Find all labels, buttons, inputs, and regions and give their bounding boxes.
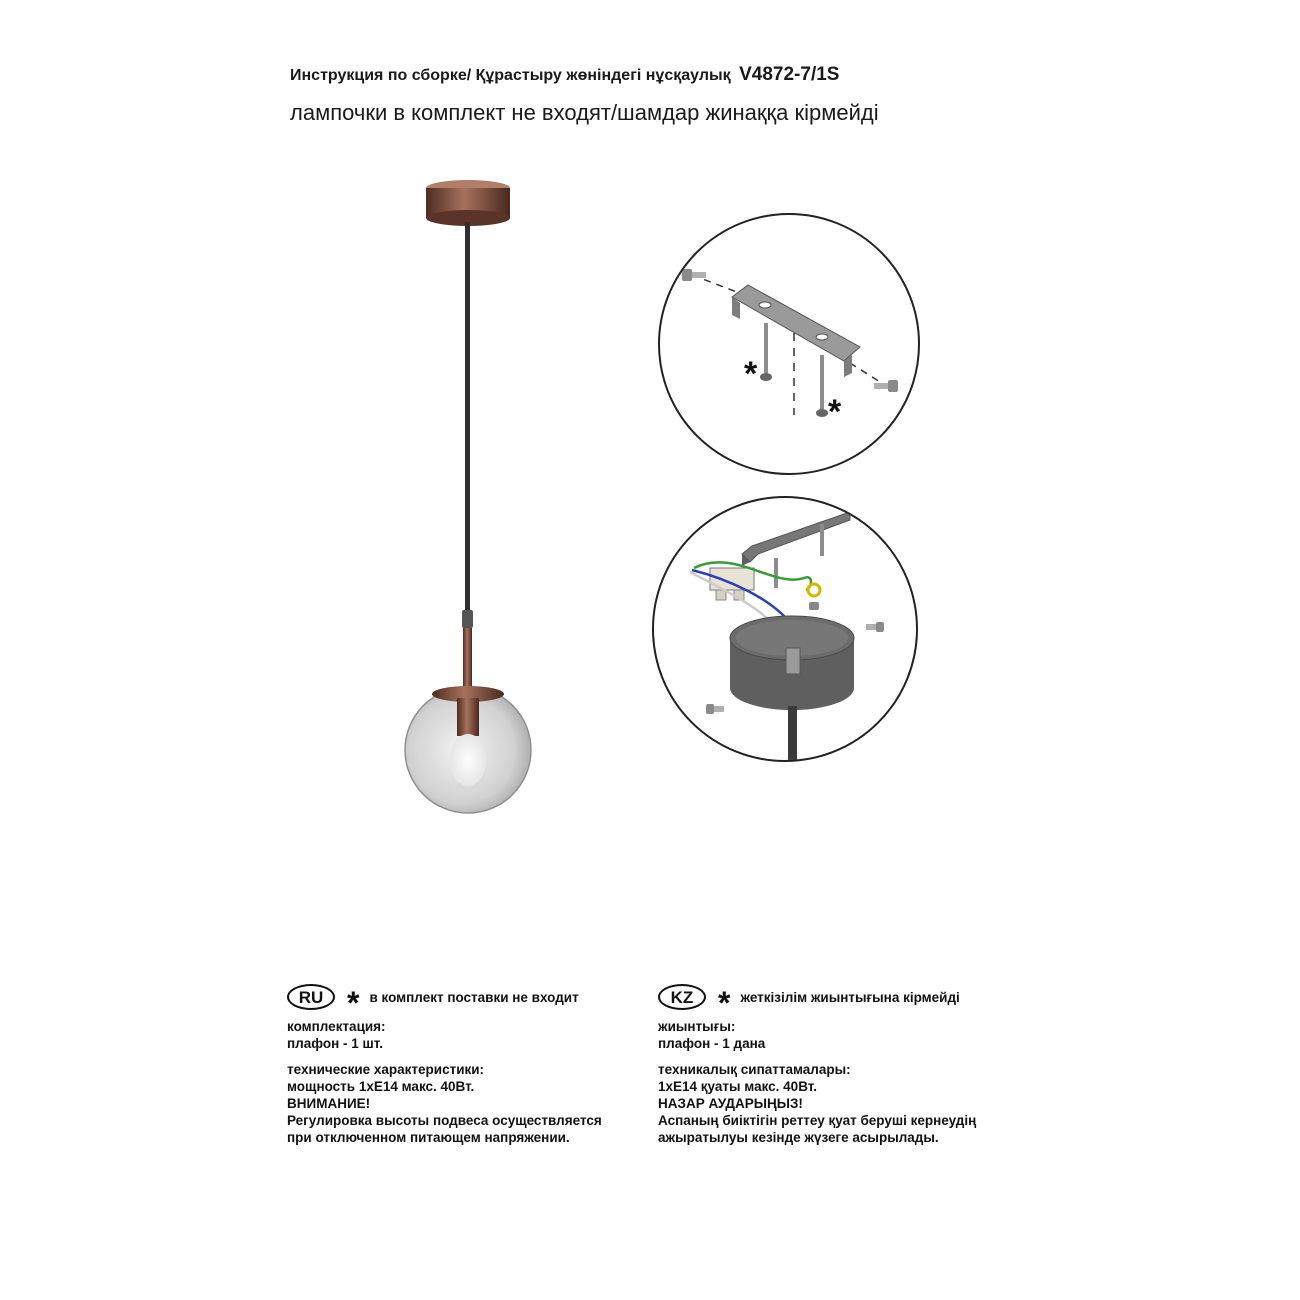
kz-kit-block <box>658 1018 1038 1052</box>
kz-kit-label: жиынтығы: <box>658 1019 736 1034</box>
kz-language-badge: KZ <box>658 984 706 1010</box>
side-bolt-right <box>866 622 884 632</box>
socket <box>457 698 479 736</box>
ground-ring <box>808 584 820 596</box>
not-included-mark-left: * <box>744 355 758 393</box>
ru-not-included-text: в комплект поставки не входит <box>369 989 579 1005</box>
bracket-diagram-svg <box>660 215 918 473</box>
bracket-mounting-diagram <box>658 213 920 475</box>
screw-left <box>760 323 772 381</box>
kz-warning-title: НАЗАР АУДАРЫҢЫЗ! <box>658 1096 803 1111</box>
title-text: Инструкция по сборке/ Құрастыру жөніндегі нұсқаулық <box>290 67 731 84</box>
kz-specs-value: 1хЕ14 қуаты макс. 40Вт. <box>658 1079 817 1094</box>
canopy-wiring-diagram <box>652 496 918 762</box>
model-number: V4872-7/1S <box>739 64 840 85</box>
side-bolt-left <box>706 704 724 714</box>
ru-warning-line-2: при отключенном питающем напряжении. <box>287 1130 570 1145</box>
wiring-screw-2 <box>820 524 824 556</box>
light-bulb <box>450 734 486 786</box>
kz-kit-value: плафон - 1 дана <box>658 1036 766 1051</box>
ru-kit-value: плафон - 1 шт. <box>287 1036 383 1051</box>
ru-specs-value: мощность 1хЕ14 макс. 40Вт. <box>287 1079 475 1094</box>
kazakh-section <box>658 982 1038 1155</box>
kz-specs-label: техникалық сипаттамалары: <box>658 1062 851 1077</box>
russian-section <box>287 982 657 1155</box>
bolt-right <box>874 380 898 392</box>
ru-header <box>287 982 657 1021</box>
kz-specs-block <box>658 1061 1038 1146</box>
ru-specs-block <box>287 1061 657 1146</box>
wiring-screw-1 <box>774 558 778 588</box>
ru-warning-title: ВНИМАНИЕ! <box>287 1096 371 1111</box>
wiring-diagram-svg <box>654 498 916 760</box>
kz-not-included-text: жеткізілім жиынтығына кірмейді <box>740 989 960 1005</box>
kz-asterisk-icon: * <box>718 985 731 1021</box>
ru-warning-line-1: Регулировка высоты подвеса осуществляется <box>287 1113 602 1128</box>
ru-specs-label: технические характеристики: <box>287 1062 485 1077</box>
wiring-bracket <box>742 512 850 566</box>
lamp-cord <box>788 706 797 760</box>
ground-screw <box>809 602 819 610</box>
ru-kit-label: комплектация: <box>287 1019 386 1034</box>
lamp-stem <box>463 628 472 688</box>
suspension-cord <box>465 222 470 612</box>
pendant-lamp-illustration <box>390 170 560 850</box>
bolt-left <box>682 269 706 281</box>
kz-header <box>658 982 1038 1021</box>
cable-gland <box>786 648 800 674</box>
bulbs-not-included-note: лампочки в комплект не входят/шамдар жинаққа кірмейді <box>290 100 879 125</box>
ru-language-badge: RU <box>287 984 335 1010</box>
ru-kit-block <box>287 1018 657 1052</box>
ru-asterisk-icon: * <box>347 985 360 1021</box>
screw-right <box>816 355 828 417</box>
kz-warning-line-1: Аспаның биіктігін реттеу қуат беруші кернеудің <box>658 1113 977 1128</box>
document-title <box>290 64 839 86</box>
not-included-mark-right: * <box>828 393 842 431</box>
kz-warning-line-2: ажыратылуы кезінде жүзеге асырылады. <box>658 1130 939 1145</box>
cord-adjuster <box>462 610 473 628</box>
